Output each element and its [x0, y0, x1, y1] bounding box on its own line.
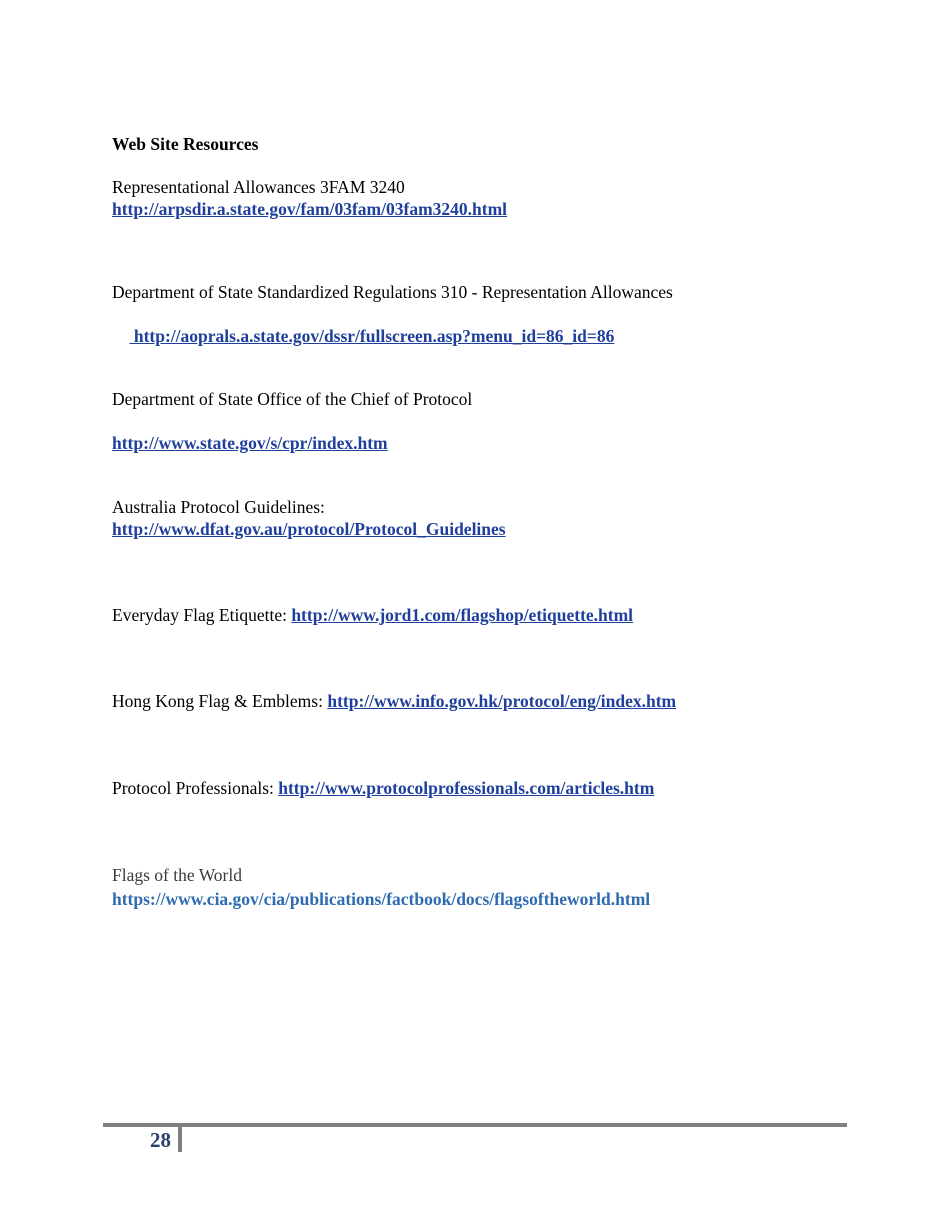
resource-label-flags-of-the-world: Flags of the World [112, 865, 242, 885]
resource-link-hong-kong-flag[interactable]: http://www.info.gov.hk/protocol/eng/index.htm [327, 691, 677, 711]
page-number: 28 [150, 1128, 171, 1152]
resource-link-australia-protocol[interactable]: http://www.dfat.gov.au/protocol/Protocol_Guidelines [112, 519, 506, 539]
page-number-divider [178, 1127, 182, 1152]
resource-label-dssr-310: Department of State Standardized Regulations 310 - Representation Allowances [112, 282, 673, 302]
resource-row-flag-etiquette [112, 604, 633, 626]
resource-label-chief-of-protocol: Department of State Office of the Chief of Protocol [112, 389, 473, 409]
resource-row-hong-kong-flag [112, 690, 676, 712]
resource-label-representational-allowances: Representational Allowances 3FAM 3240 [112, 177, 405, 197]
resource-label-flag-etiquette: Everyday Flag Etiquette: [112, 605, 292, 625]
resource-label-australia-protocol: Australia Protocol Guidelines: [112, 497, 325, 517]
resource-link-protocol-professionals[interactable]: http://www.protocolprofessionals.com/articles.htm [278, 778, 655, 798]
resource-link-chief-of-protocol[interactable]: http://www.state.gov/s/cpr/index.htm [112, 433, 388, 453]
resource-link-flag-etiquette[interactable]: http://www.jord1.com/flagshop/etiquette.html [291, 605, 634, 625]
section-heading: Web Site Resources [112, 134, 259, 154]
resource-link-dssr-310[interactable]: http://aoprals.a.state.gov/dssr/fullscreen.asp?menu_id=86_id=86 [129, 326, 615, 346]
footer-rule [103, 1123, 847, 1127]
resource-link-representational-allowances[interactable]: http://arpsdir.a.state.gov/fam/03fam/03fam3240.html [112, 199, 508, 219]
resource-label-hong-kong-flag: Hong Kong Flag & Emblems: [112, 691, 328, 711]
resource-row-protocol-professionals [112, 777, 654, 799]
resource-link-flags-of-the-world[interactable]: https://www.cia.gov/cia/publications/factbook/docs/flagsoftheworld.html [112, 889, 651, 909]
resource-label-protocol-professionals: Protocol Professionals: [112, 778, 279, 798]
